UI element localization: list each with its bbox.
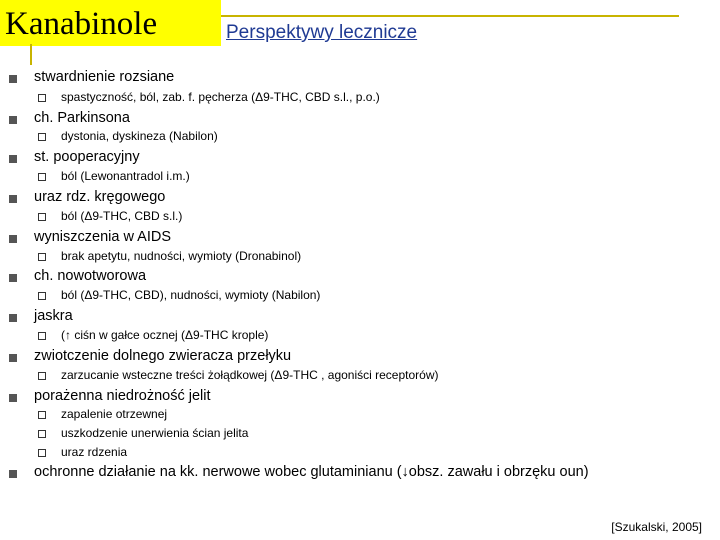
list-item: stwardnienie rozsiane xyxy=(34,69,175,85)
sub-bullet-marker xyxy=(38,372,46,380)
sub-bullet-marker xyxy=(38,292,46,300)
sub-list-item: uszkodzenie unerwienia ścian jelita xyxy=(61,426,249,440)
bullet-marker xyxy=(9,314,17,322)
bullet-marker xyxy=(9,394,17,402)
sub-list-item: ból (Δ9-THC, CBD), nudności, wymioty (Nabilon) xyxy=(61,288,321,302)
list-item: jaskra xyxy=(34,308,73,324)
slide-subtitle: Perspektywy lecznicze xyxy=(226,22,418,43)
sub-bullet-marker xyxy=(38,173,46,181)
sub-list-item: brak apetytu, nudności, wymioty (Dronabinol) xyxy=(61,249,302,263)
sub-list-item: uraz rdzenia xyxy=(61,445,128,459)
sub-list-item: ból (Δ9-THC, CBD s.l.) xyxy=(61,209,183,223)
sub-list-item: zarzucanie wsteczne treści żołądkowej (Δ9-THC , agoniści receptorów) xyxy=(61,368,439,382)
sub-list-item: dystonia, dyskineza (Nabilon) xyxy=(61,129,218,143)
list-item: ch. nowotworowa xyxy=(34,268,147,284)
list-item: zwiotczenie dolnego zwieracza przełyku xyxy=(34,348,292,364)
list-item: uraz rdz. kręgowego xyxy=(34,189,166,205)
sub-bullet-marker xyxy=(38,332,46,340)
sub-list-item: spastyczność, ból, zab. f. pęcherza (Δ9-THC, CBD s.l., p.o.) xyxy=(61,90,380,104)
bullet-marker xyxy=(9,235,17,243)
list-item: porażenna niedrożność jelit xyxy=(34,388,211,404)
sub-list-item: ból (Lewonantradol i.m.) xyxy=(61,169,190,183)
citation: [Szukalski, 2005] xyxy=(611,520,702,534)
bullet-marker xyxy=(9,155,17,163)
sub-bullet-marker xyxy=(38,94,46,102)
bullet-marker xyxy=(9,470,17,478)
sub-list-item: (↑ ciśn w gałce ocznej (Δ9-THC krople) xyxy=(61,328,269,342)
sub-bullet-marker xyxy=(38,213,46,221)
bullet-marker xyxy=(9,116,17,124)
bullet-marker xyxy=(9,274,17,282)
sub-list-item: zapalenie otrzewnej xyxy=(61,407,168,421)
sub-bullet-marker xyxy=(38,449,46,457)
list-item: ochronne działanie na kk. nerwowe wobec glutaminianu (↓obsz. zawału i obrzęku oun) xyxy=(34,464,589,480)
bullet-marker xyxy=(9,354,17,362)
sub-bullet-marker xyxy=(38,253,46,261)
bullet-marker xyxy=(9,195,17,203)
sub-bullet-marker xyxy=(38,133,46,141)
sub-bullet-marker xyxy=(38,430,46,438)
bullet-marker xyxy=(9,75,17,83)
slide-title: Kanabinole xyxy=(5,6,158,42)
list-item: wyniszczenia w AIDS xyxy=(34,229,171,245)
list-item: ch. Parkinsona xyxy=(34,110,130,126)
list-item: st. pooperacyjny xyxy=(34,149,140,165)
sub-bullet-marker xyxy=(38,411,46,419)
